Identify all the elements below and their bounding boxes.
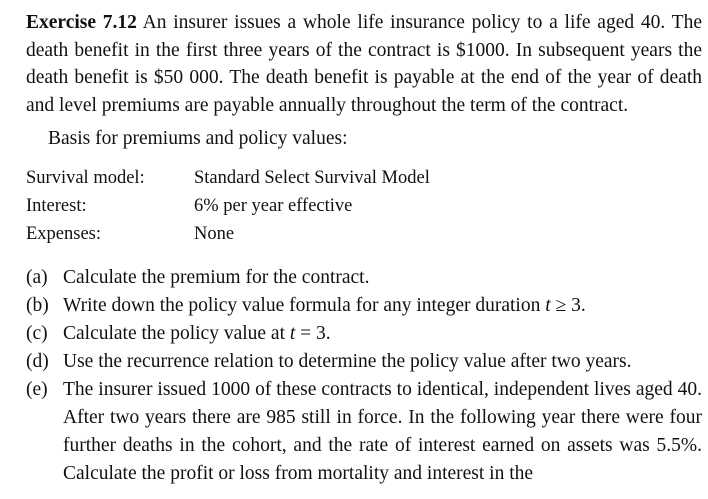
basis-value: 6% per year effective [194,196,353,216]
part-label: (b) [26,295,49,316]
part-label: (d) [26,351,49,372]
part-text: The insurer issued 1000 of these contracts to identical, independent lives aged 40. After two years there are 985 still in force. In the following year there were four further deaths in the cohort, and the rate of interest earned on assets was 5.5%. Calculate the profit or loss from mortality and interest in the [63,379,702,484]
variable-t: t [545,295,551,316]
part-b [26,292,702,320]
part-a [26,264,702,292]
part-text: Write down the policy value formula for any integer duration [63,295,546,316]
basis-label: Survival model: [26,168,145,188]
part-text-tail: = 3. [295,323,331,344]
part-label: (c) [26,323,48,344]
part-c [26,320,702,348]
exercise-parts [26,264,702,488]
part-label: (e) [26,379,48,400]
part-label: (a) [26,267,48,288]
exercise-title: Exercise 7.12 [26,12,137,33]
basis-intro: Basis for premiums and policy values: [48,128,348,149]
part-text: Calculate the policy value at [63,323,290,344]
variable-t: t [289,323,296,344]
part-e [26,376,702,488]
exercise-statement: An insurer issues a whole life insurance policy to a life aged 40. The death benefit in the first three years of the contract is $1000. In subsequent years the death benefit is $50 000. The death benefit is payable at the end of the year of death and level premiums are payable annually throughout the term of the contract. [26,12,703,116]
basis-label: Expenses: [26,224,102,244]
exercise-intro [26,9,702,119]
part-text: Calculate the premium for the contract. [63,267,370,288]
part-d [26,348,702,376]
part-text-tail: ≥ 3. [550,295,586,316]
basis-value: None [194,224,235,244]
basis-label: Interest: [26,196,87,216]
basis-value: Standard Select Survival Model [194,168,430,188]
part-text: Use the recurrence relation to determine the policy value after two years. [63,351,632,372]
